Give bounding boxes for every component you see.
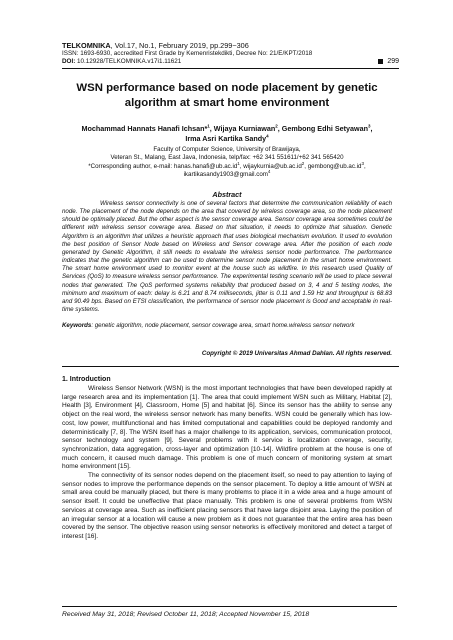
affiliation-line-2: Veteran St., Malang, East Java, Indonesia, telp/fax: +62 341 551611/+62 341 565420 (110, 154, 344, 162)
page-number-value: 299 (387, 58, 399, 65)
keywords (62, 322, 392, 330)
abstract-text: Wireless sensor connectivity is one of several factors that determine the communication reliability of each node. The placement of the node depends on the area that covered by wireless coverage area, so the node placement should be optimally placed. But the other aspect is the sensor coverage area. Sensor coverage area sometimes could be different with wireless sensor coverage area. Based on that situation, it needs to optimize that situation. Genetic Algorithm is an algorithm that utilizes a heuristic approach that uses biological mechanism evolution. It used to evolution the best position of Sensor Node based on Wireless and Sensor coverage area. After the position of each node generated by Genetic Algorithm, it still needs to evaluate the wireless sensor node performance. The performance indicates that the genetic algorithm can be used to determine sensor node placement in the smart home environment. The smart home environment used to monitor event at the house such as wildfire. In this research used Quality of Services (QoS) to measure wireless sensor performance. The experimental testing scenario will be used to place several nodes that generated. The QoS performed systems reliability that produced based on 3, 4 and 5 testing nodes, the minimum and maximum of each: delay is 6.21 and 8.74 milliseconds, jitter is 0.11 and 1.59 Hz and throughput is 68.83 and 90.49 bps. Based on ETSI classification, the performance of sensor node placement is Good and acceptable in real-time systems. (62, 200, 392, 314)
journal-name: TELKOMNIKA (62, 41, 111, 50)
introduction-body (62, 385, 392, 542)
keywords-text: : genetic algorithm, node placement, sensor coverage area, smart home.wireless sensor network (91, 322, 355, 329)
journal-volume-info: , Vol.17, No.1, February 2019, pp.299~306 (110, 41, 249, 50)
intro-paragraph: The connectivity of its sensor nodes depend on the placement itself, so need to pay attention to laying of sensor nodes to improve the performance depends on the sensor placement. To deploy a little amount of WSN at small area could be manually placed, but there is many problems to place it in a wide area and a huge amount of sensor itself. It could be uneffective that place manually. This problem is one of several problems from WSN services at coverage area. Such as inefficient placing sensors that have large disjoint area. Laying the position of an irregular sensor at a location will cause a new problem as it does not guarantee that the entire area has been covered by the sensor. The objective reason using sensor networks is effectively monitored and detect a target of interest [16]. (62, 472, 392, 540)
journal-issn: ISSN: 1693-6930, accredited First Grade by Kemenristekdikti, Decree No: 21/E/KPT/2018 (62, 50, 313, 57)
abstract-divider (62, 366, 399, 367)
affiliation-line-4: ikartikasandy1903@gmail.com$^4$ (183, 168, 271, 178)
doi-value: 10.12928/TELKOMNIKA.v17i1.11621 (75, 58, 182, 65)
page-marker-square-icon (378, 59, 383, 64)
paper-title: WSN performance based on node placement by genetic algorithm at smart home environment (76, 82, 378, 109)
header-divider (62, 68, 399, 69)
page-number (378, 58, 399, 65)
affiliation (62, 146, 392, 179)
received-dates: Received May 31, 2018; Revised October 11, 2018; Accepted November 15, 2018 (62, 611, 310, 618)
intro-paragraph: Wireless Sensor Network (WSN) is the most important technologies that have been developed rapidly at large research area and its implementation [1]. The area that could implement WSN such as Military, Habitat [2], Health [3], Environment [4], Classroom, Home [5] and habitat [6]. Since its sensor has the ability to sense any object on the real word, the wireless sensor network has many benefits. WSN could be generally which has low-cost, low power, multifunctional and has limited computational and capabilities could be deployed randomly and deterministically [7, 8]. The WSN itself has a major challenge to its application, services, communication protocol, sensor technology and system [9]. Several problems with it service is localization coverage, security, synchronization, data aggregation, cross-layer and optimization [10-14]. Wildfire problem at the house is one of much concern, it caused much damage. This problem is one of much concern of monitoring system at smart home environment [15]. (62, 385, 392, 471)
journal-citation (62, 41, 392, 50)
doi-label: DOI: (62, 58, 76, 65)
author-list (62, 124, 392, 143)
authors-line-1: Mochammad Hannats Hanafi Ichsan*$^1$, Wijaya Kurniawan$^2$, Gembong Edhi Setyawan$^3$, (81, 123, 373, 133)
affiliation-line-1: Faculty of Computer Science, University of Brawijaya, (153, 146, 301, 153)
authors-line-2: Irma Asri Kartika Sandy$^4$ (185, 133, 269, 143)
footer-divider (62, 606, 397, 607)
affiliation-line-3: *Corresponding author, e-mail: $hanas.hanafi@ub.ac.id^1$, $wijaykurnia@ub.ac.id^2$, $gembong@ub.ac.id^3$, (88, 160, 366, 170)
section-heading-introduction: 1. Introduction (62, 376, 111, 383)
copyright-notice: Copyright © 2019 Universitas Ahmad Dahlan. All rights reserved. (201, 350, 392, 357)
journal-doi (62, 58, 392, 66)
journal-header (62, 41, 392, 66)
keywords-label: Keywords (62, 322, 92, 329)
abstract-heading: Abstract (212, 190, 242, 199)
